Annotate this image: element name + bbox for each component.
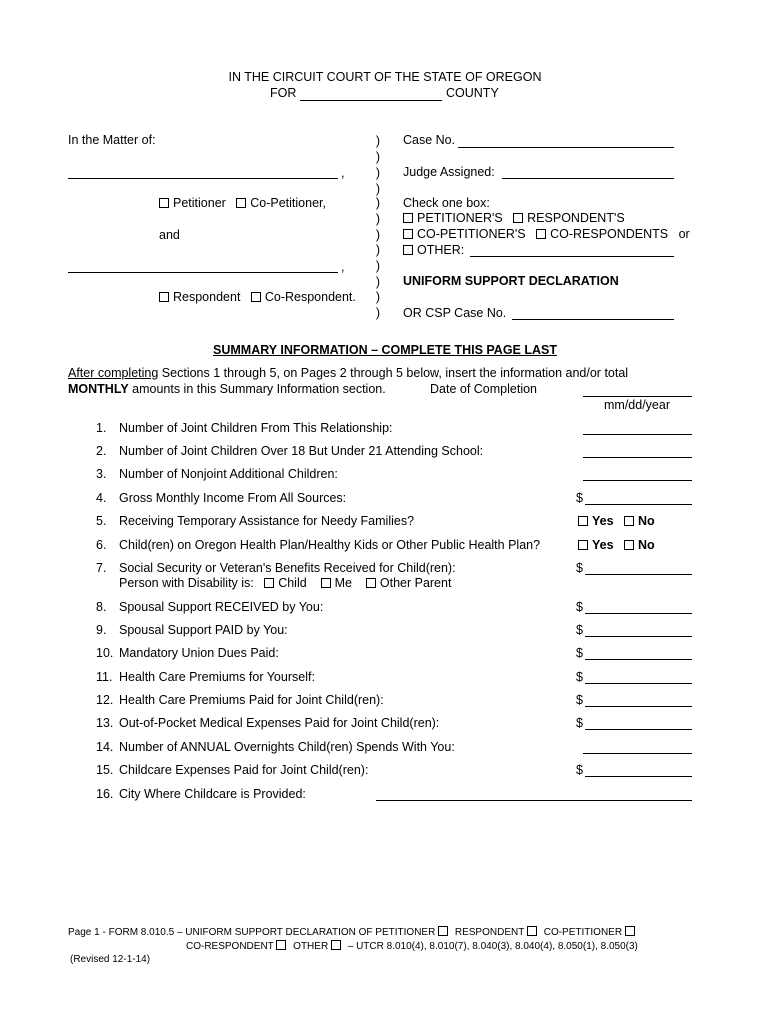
footer-revised: (Revised 12-1-14): [70, 954, 151, 965]
item-text: Number of Joint Children From This Relationship:: [119, 421, 393, 435]
premiums-self-field[interactable]: [585, 683, 692, 684]
respondent-checkbox-row: [159, 290, 356, 305]
gross-income-field[interactable]: [585, 504, 692, 505]
spousal-received-field[interactable]: [585, 613, 692, 614]
co-petitioner-checkbox[interactable]: [236, 198, 246, 208]
no-label: No: [637, 514, 655, 528]
paren: ): [375, 196, 381, 210]
dollar-sign: $: [576, 561, 583, 575]
item-number: 14.: [96, 740, 114, 754]
summary-item-3: [96, 467, 338, 481]
summary-item-15: [96, 763, 368, 777]
paren: ): [375, 150, 381, 164]
disability-me-checkbox[interactable]: [321, 578, 331, 588]
item-text: Spousal Support PAID by You:: [119, 623, 288, 637]
matter-label: In the Matter of:: [68, 133, 156, 147]
date-format: mm/dd/year: [604, 398, 670, 412]
intro-underlined: After completing: [68, 366, 159, 380]
respondent-checkbox[interactable]: [159, 292, 169, 302]
dollar-sign: $: [576, 491, 583, 505]
ohp-yes-checkbox[interactable]: [578, 540, 588, 550]
summary-item-9: [96, 623, 288, 637]
summary-title: SUMMARY INFORMATION – COMPLETE THIS PAGE LAST: [213, 343, 557, 357]
dollar-sign: $: [576, 600, 583, 614]
item-text: Receiving Temporary Assistance for Needy Families?: [119, 514, 415, 528]
petitioner-checkbox[interactable]: [159, 198, 169, 208]
paren: ): [375, 228, 381, 242]
item-number: 16.: [96, 787, 114, 801]
overnights-field[interactable]: [583, 753, 692, 754]
summary-item-10: [96, 646, 279, 660]
yes-label: Yes: [592, 538, 614, 552]
dollar-sign: $: [576, 623, 583, 637]
item-text: Number of Joint Children Over 18 But Under 21 Attending School:: [119, 444, 484, 458]
respondents-label: RESPONDENT'S: [527, 211, 625, 225]
case-no-field[interactable]: [458, 147, 674, 148]
co-respondent-checkbox[interactable]: [251, 292, 261, 302]
item-number: 8.: [96, 600, 107, 614]
dollar-sign: $: [576, 693, 583, 707]
item-number: 11.: [96, 670, 113, 684]
footer-line-1: [68, 925, 639, 940]
summary-item-4: [96, 491, 346, 505]
judge-field[interactable]: [502, 178, 674, 179]
disability-other-parent-checkbox[interactable]: [366, 578, 376, 588]
childcare-city-field[interactable]: [376, 800, 692, 801]
summary-item-6: [96, 538, 540, 552]
co-petitioners-label: CO-PETITIONER'S: [417, 227, 526, 241]
ohp-no-checkbox[interactable]: [624, 540, 634, 550]
petitioner-name-field[interactable]: [68, 178, 338, 179]
date-field[interactable]: [583, 396, 692, 397]
item-number: 2.: [96, 444, 107, 458]
item-number: 4.: [96, 491, 107, 505]
other-field[interactable]: [470, 256, 674, 257]
nonjoint-children-field[interactable]: [583, 480, 692, 481]
item-number: 13.: [96, 716, 114, 730]
summary-item-8: [96, 600, 323, 614]
item-number: 7.: [96, 561, 107, 575]
respondent-label: Respondent: [173, 290, 241, 304]
summary-item-12: [96, 693, 384, 707]
no-label: No: [637, 538, 655, 552]
intro-rest: Sections 1 through 5, on Pages 2 through 5 below, insert the information and/or total: [158, 366, 629, 380]
footer-line-2: [186, 939, 638, 954]
item-number: 3.: [96, 467, 107, 481]
county-field[interactable]: [300, 100, 442, 101]
item-text: Number of Nonjoint Additional Children:: [119, 467, 338, 481]
dollar-sign: $: [576, 646, 583, 660]
disability-row: [119, 576, 451, 590]
check-one-label: Check one box:: [403, 196, 490, 210]
respondent-name-field[interactable]: [68, 272, 338, 273]
item-number: 10.: [96, 646, 114, 660]
summary-intro-line-1: [68, 366, 628, 381]
county-line: [270, 86, 296, 101]
co-respondents-label: CO-RESPONDENTS: [550, 227, 669, 241]
csp-label: OR CSP Case No.: [403, 306, 507, 320]
item-text: Out-of-Pocket Medical Expenses Paid for Joint Child(ren):: [119, 716, 440, 730]
item-number: 6.: [96, 538, 107, 552]
paren: ): [375, 306, 381, 320]
item-number: 12.: [96, 693, 114, 707]
item-text: Mandatory Union Dues Paid:: [119, 646, 279, 660]
summary-item-2: [96, 444, 483, 458]
dollar-sign: $: [576, 716, 583, 730]
other-label: OTHER:: [417, 243, 465, 257]
item-number: 9.: [96, 623, 107, 637]
yes-label: Yes: [592, 514, 614, 528]
ohp-yes-no: [578, 538, 655, 552]
dollar-sign: $: [576, 763, 583, 777]
spousal-paid-field[interactable]: [585, 636, 692, 637]
footer-form-text: Page 1 - FORM 8.010.5 – UNIFORM SUPPORT DECLARATION OF PETITIONER: [68, 927, 436, 938]
summary-item-11: [96, 670, 315, 684]
medical-expenses-field[interactable]: [585, 729, 692, 730]
tanf-yes-checkbox[interactable]: [578, 516, 588, 526]
disability-label: Person with Disability is:: [119, 576, 254, 590]
premiums-children-field[interactable]: [585, 706, 692, 707]
item-text: Health Care Premiums for Yourself:: [119, 670, 315, 684]
child-label: Child: [278, 576, 307, 590]
me-label: Me: [334, 576, 352, 590]
co-petitioner-label: Co-Petitioner,: [250, 196, 326, 210]
comma-2: ,: [341, 260, 345, 274]
item-text: Gross Monthly Income From All Sources:: [119, 491, 347, 505]
childcare-expenses-field[interactable]: [585, 776, 692, 777]
intro-rest-2: amounts in this Summary Information section.: [128, 382, 386, 396]
item-text: Child(ren) on Oregon Health Plan/Healthy Kids or Other Public Health Plan?: [119, 538, 541, 552]
paren: ): [375, 134, 381, 148]
item-text: City Where Childcare is Provided:: [119, 787, 306, 801]
summary-item-13: [96, 716, 439, 730]
footer-co-respondent-checkbox[interactable]: [276, 940, 286, 950]
co-respondents-checkbox[interactable]: [536, 229, 546, 239]
paren: ): [375, 182, 381, 196]
co-petitioners-checkbox[interactable]: [403, 229, 413, 239]
petitioners-checkbox[interactable]: [403, 213, 413, 223]
county-label: COUNTY: [446, 86, 499, 100]
paren: ): [375, 290, 381, 304]
ss-benefits-field[interactable]: [585, 574, 692, 575]
footer-respondent-checkbox[interactable]: [527, 926, 537, 936]
summary-item-1: [96, 421, 393, 435]
respondents-checkbox[interactable]: [513, 213, 523, 223]
declaration-type-row-1: [403, 211, 625, 226]
case-no-label: Case No.: [403, 133, 456, 147]
summary-intro-line-2: [68, 382, 386, 397]
petitioners-label: PETITIONER'S: [417, 211, 503, 225]
declaration-type-row-3: [403, 243, 464, 258]
dollar-sign: $: [576, 670, 583, 684]
other-parent-label: Other Parent: [379, 576, 452, 590]
item-number: 5.: [96, 514, 107, 528]
summary-item-14: [96, 740, 455, 754]
item-text: Childcare Expenses Paid for Joint Child(ren):: [119, 763, 369, 777]
footer-petitioner-checkbox[interactable]: [438, 926, 448, 936]
petitioner-checkbox-row: [159, 196, 326, 211]
or-label: or: [678, 227, 690, 241]
csp-case-no-field[interactable]: [512, 319, 674, 320]
footer-co-petitioner-checkbox[interactable]: [625, 926, 635, 936]
summary-item-16: [96, 787, 306, 801]
judge-label: Judge Assigned:: [403, 165, 495, 179]
intro-bold: MONTHLY: [68, 382, 129, 396]
declaration-type-row-2: [403, 227, 690, 242]
children-in-school-field[interactable]: [583, 457, 692, 458]
footer-respondent-label: RESPONDENT: [454, 927, 525, 938]
court-heading: IN THE CIRCUIT COURT OF THE STATE OF OREGON: [228, 70, 542, 84]
disability-child-checkbox[interactable]: [264, 578, 274, 588]
for-label: FOR: [270, 86, 297, 100]
item-text: Number of ANNUAL Overnights Child(ren) Spends With You:: [119, 740, 455, 754]
paren: ): [375, 166, 381, 180]
petitioner-label: Petitioner: [173, 196, 226, 210]
summary-item-7: [96, 561, 456, 575]
other-checkbox[interactable]: [403, 245, 413, 255]
union-dues-field[interactable]: [585, 659, 692, 660]
paren: ): [375, 212, 381, 226]
co-respondent-label: Co-Respondent.: [264, 290, 356, 304]
paren: ): [375, 275, 381, 289]
item-number: 15.: [96, 763, 114, 777]
footer-other-checkbox[interactable]: [331, 940, 341, 950]
joint-children-field[interactable]: [583, 434, 692, 435]
comma: ,: [341, 166, 345, 180]
paren: ): [375, 243, 381, 257]
tanf-yes-no: [578, 514, 655, 528]
tanf-no-checkbox[interactable]: [624, 516, 634, 526]
and-label: and: [159, 228, 180, 242]
footer-co-petitioner-label: CO-PETITIONER: [543, 927, 623, 938]
date-label: Date of Completion: [430, 382, 538, 396]
footer-utcr: – UTCR 8.010(4), 8.010(7), 8.040(3), 8.040(4), 8.050(1), 8.050(3): [347, 941, 638, 952]
item-text: Social Security or Veteran's Benefits Received for Child(ren):: [119, 561, 456, 575]
summary-item-5: [96, 514, 414, 528]
footer-other-label: OTHER: [293, 941, 329, 952]
footer-co-respondent-label: CO-RESPONDENT: [186, 941, 274, 952]
item-text: Health Care Premiums Paid for Joint Child(ren):: [119, 693, 384, 707]
item-number: 1.: [96, 421, 107, 435]
form-title: UNIFORM SUPPORT DECLARATION: [403, 274, 619, 288]
paren: ): [375, 259, 381, 273]
item-text: Spousal Support RECEIVED by You:: [119, 600, 324, 614]
